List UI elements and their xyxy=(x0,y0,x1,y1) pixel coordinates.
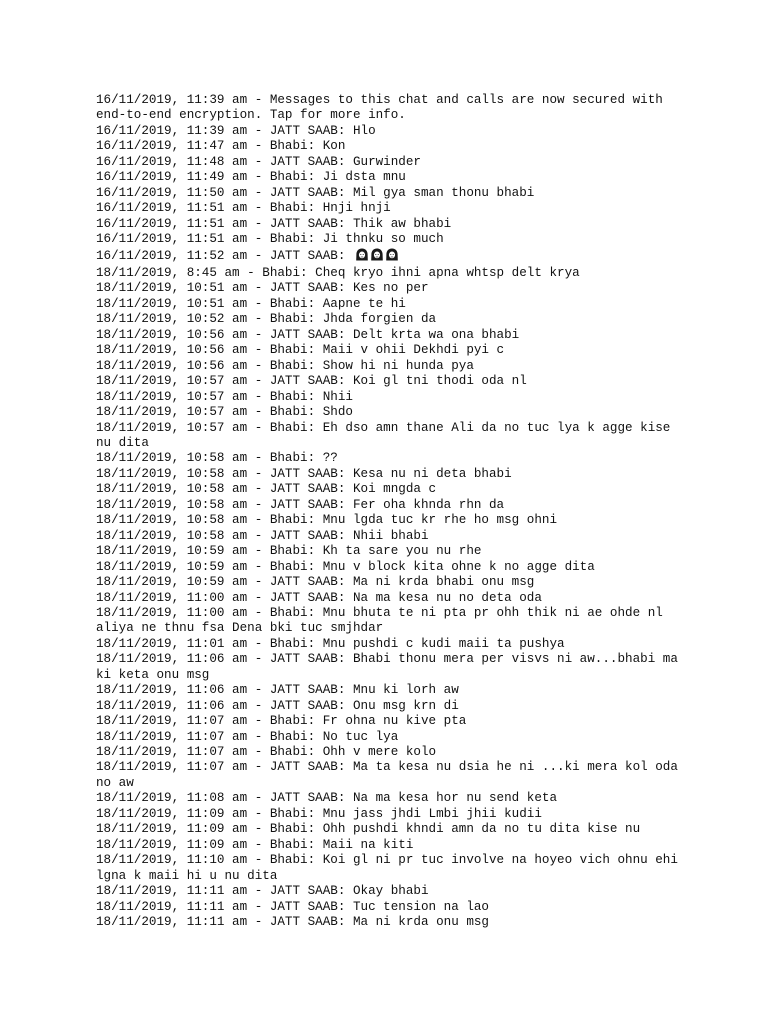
chat-line: 18/11/2019, 11:07 am - Bhabi: Ohh v mere kolo xyxy=(96,745,437,760)
woman-with-headscarf-emoji-icon xyxy=(385,248,399,261)
chat-line: 16/11/2019, 11:39 am - JATT SAAB: Hlo xyxy=(96,123,376,138)
chat-line: 18/11/2019, 10:57 am - Bhabi: Nhii xyxy=(96,389,353,404)
chat-line: 16/11/2019, 11:51 am - JATT SAAB: Thik aw bhabi xyxy=(96,216,452,231)
chat-line: 16/11/2019, 11:51 am - Bhabi: Hnji hnji xyxy=(96,201,391,216)
chat-line: 18/11/2019, 11:06 am - JATT SAAB: Onu msg krn di xyxy=(96,698,459,713)
emoji-run xyxy=(355,248,400,266)
chat-line: 18/11/2019, 10:56 am - Bhabi: Maii v ohii Dekhdi pyi c xyxy=(96,343,505,358)
chat-line: 18/11/2019, 11:08 am - JATT SAAB: Na ma kesa hor nu send keta xyxy=(96,791,558,806)
chat-line: 16/11/2019, 11:39 am - Messages to this chat and calls are now secured with end-to-end encryption. Tap for more info. xyxy=(96,93,671,123)
chat-line: 18/11/2019, 11:09 am - Bhabi: Mnu jass jhdi Lmbi jhii kudii xyxy=(96,806,542,821)
chat-line: 18/11/2019, 11:10 am - Bhabi: Koi gl ni pr tuc involve na hoyeo vich ohnu ehi lgna k maii hi u nu dita xyxy=(96,853,686,883)
chat-line: 18/11/2019, 11:11 am - JATT SAAB: Okay bhabi xyxy=(96,884,429,899)
chat-line: 16/11/2019, 11:48 am - JATT SAAB: Gurwinder xyxy=(96,154,421,169)
chat-line: 18/11/2019, 11:06 am - JATT SAAB: Mnu ki lorh aw xyxy=(96,683,459,698)
chat-line: 18/11/2019, 11:07 am - JATT SAAB: Ma ta kesa nu dsia he ni ...ki mera kol oda no aw xyxy=(96,760,686,790)
chat-line: 18/11/2019, 11:00 am - Bhabi: Mnu bhuta te ni pta pr ohh thik ni ae ohde nl aliya ne thnu fsa Dena bki tuc smjhdar xyxy=(96,605,671,636)
chat-line: 18/11/2019, 10:56 am - Bhabi: Show hi ni hunda pya xyxy=(96,358,474,373)
chat-line: 18/11/2019, 10:59 am - Bhabi: Kh ta sare you nu rhe xyxy=(96,544,482,559)
chat-transcript-page xyxy=(96,93,686,930)
chat-line: 18/11/2019, 11:01 am - Bhabi: Mnu pushdi c kudi maii ta pushya xyxy=(96,636,565,651)
chat-line: 16/11/2019, 11:47 am - Bhabi: Kon xyxy=(96,139,346,154)
chat-line: 18/11/2019, 10:58 am - JATT SAAB: Fer oha khnda rhn da xyxy=(96,497,505,512)
chat-line: 18/11/2019, 10:58 am - JATT SAAB: Koi mngda c xyxy=(96,482,437,497)
chat-line: 18/11/2019, 10:51 am - JATT SAAB: Kes no per xyxy=(96,281,429,296)
chat-line: 18/11/2019, 11:11 am - JATT SAAB: Tuc tension na lao xyxy=(96,899,489,914)
chat-line: 18/11/2019, 10:58 am - JATT SAAB: Nhii bhabi xyxy=(96,528,429,543)
woman-with-headscarf-emoji-icon xyxy=(355,248,369,261)
chat-line: 18/11/2019, 10:59 am - Bhabi: Mnu v block kita ohne k no agge dita xyxy=(96,559,595,574)
chat-line: 18/11/2019, 10:57 am - Bhabi: Eh dso amn thane Ali da no tuc lya k agge kise nu dita xyxy=(96,420,678,450)
chat-line: 18/11/2019, 11:09 am - Bhabi: Maii na kiti xyxy=(96,837,414,852)
chat-line: 18/11/2019, 10:51 am - Bhabi: Aapne te hi xyxy=(96,296,406,311)
chat-line: 18/11/2019, 10:57 am - JATT SAAB: Koi gl tni thodi oda nl xyxy=(96,374,527,389)
chat-line: 18/11/2019, 11:07 am - Bhabi: Fr ohna nu kive pta xyxy=(96,714,467,729)
chat-line: 18/11/2019, 10:58 am - JATT SAAB: Kesa nu ni deta bhabi xyxy=(96,466,512,481)
chat-line: 16/11/2019, 11:50 am - JATT SAAB: Mil gya sman thonu bhabi xyxy=(96,185,535,200)
chat-line: 18/11/2019, 11:06 am - JATT SAAB: Bhabi thonu mera per visvs ni aw...bhabi ma ki keta onu msg xyxy=(96,652,686,682)
chat-line: 16/11/2019, 11:51 am - Bhabi: Ji thnku so much xyxy=(96,232,444,247)
chat-line: 18/11/2019, 11:00 am - JATT SAAB: Na ma kesa nu no deta oda xyxy=(96,590,542,605)
chat-line: 18/11/2019, 10:58 am - Bhabi: ?? xyxy=(96,451,338,466)
chat-line: 18/11/2019, 10:57 am - Bhabi: Shdo xyxy=(96,405,353,420)
chat-line: 18/11/2019, 8:45 am - Bhabi: Cheq kryo ihni apna whtsp delt krya xyxy=(96,265,580,280)
chat-line-emoji xyxy=(96,248,686,266)
woman-with-headscarf-emoji-icon xyxy=(370,248,384,261)
chat-line: 18/11/2019, 10:58 am - Bhabi: Mnu lgda tuc kr rhe ho msg ohni xyxy=(96,513,558,528)
chat-line: 18/11/2019, 11:07 am - Bhabi: No tuc lya xyxy=(96,729,399,744)
chat-line: 18/11/2019, 10:56 am - JATT SAAB: Delt krta wa ona bhabi xyxy=(96,327,520,342)
chat-line-text: 16/11/2019, 11:52 am - JATT SAAB: xyxy=(96,248,353,263)
chat-line: 18/11/2019, 11:11 am - JATT SAAB: Ma ni krda onu msg xyxy=(96,915,489,930)
chat-line: 18/11/2019, 10:59 am - JATT SAAB: Ma ni krda bhabi onu msg xyxy=(96,575,535,590)
chat-line: 18/11/2019, 11:09 am - Bhabi: Ohh pushdi khndi amn da no tu dita kise nu xyxy=(96,822,641,837)
chat-line: 16/11/2019, 11:49 am - Bhabi: Ji dsta mnu xyxy=(96,170,406,185)
chat-line: 18/11/2019, 10:52 am - Bhabi: Jhda forgien da xyxy=(96,312,437,327)
